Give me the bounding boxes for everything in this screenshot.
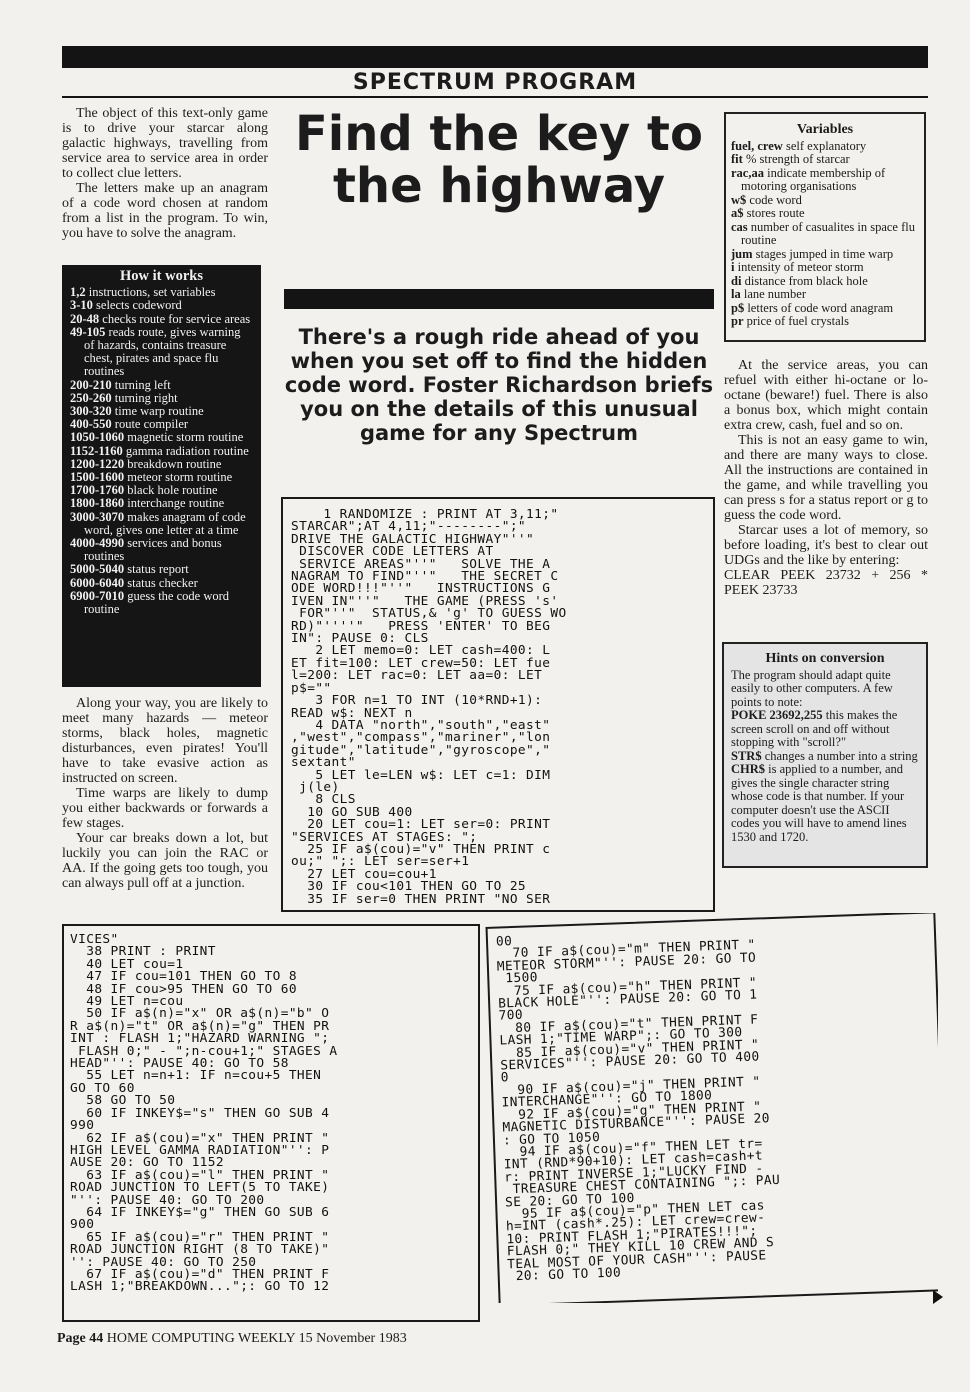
line-range: 20-48	[70, 311, 100, 326]
how-it-works-row	[70, 511, 253, 537]
line-description: gamma radiation routine	[125, 443, 249, 458]
variable-name: w$	[731, 192, 747, 207]
variable-description: letters of code word anagram	[747, 300, 894, 315]
listing-part-3-wrapper	[480, 913, 938, 1303]
line-range: 49-105	[70, 324, 106, 339]
variable-row	[731, 221, 919, 248]
headline-rule	[284, 289, 714, 309]
how-it-works-row	[70, 326, 253, 379]
line-description: status report	[127, 562, 189, 577]
hint-keyword: STR$	[731, 748, 762, 763]
line-range: 5000-5040	[70, 562, 125, 577]
variable-row	[731, 207, 919, 221]
hint-keyword: CHR$	[731, 762, 766, 776]
program-listing-part-1: 1 RANDOMIZE : PRINT AT 3,11;" STARCAR";AT 4,11;"--------";" DRIVE THE GALACTIC HIGHWAY"''" DISCOVER CODE LETTERS AT SERVICE AREAS"''" SOLVE THE A NAGRAM TO FIND"''" THE SECRET C ODE WORD!!!"''" INSTRUCTIONS G IVEN IN"''" THE GAME (PRESS 's' FOR"''" STATUS,& 'g' TO GUESS WO RD)"''''" PRESS 'ENTER' TO BEG IN": PAUSE 0: CLS 2 LET memo=0: LET cash=400: L ET fit=100: LET crew=50: LET fue l=200: LET rac=0: LET aa=0: LET p$="" 3 FOR n=1 TO INT (10*RND+1): READ w$: NEXT n 4 DATA "north","south","east" ,"west","compass","mariner","lon gitude","latitude","gyroscope"," sextant" 5 LET le=LEN w$: LET c=1: DIM j(le) 8 CLS 10 GO SUB 400 20 LET cou=1: LET ser=0: PRINT "SERVICES AT STAGES: "; 25 IF a$(cou)="v" THEN PRINT c ou;" ";: LET ser=ser+1 27 LET cou=cou+1 30 IF cou<101 THEN GO TO 25 35 IF ser=0 THEN PRINT "NO SER	[281, 497, 715, 912]
hints-list	[731, 709, 919, 844]
line-description: black hole routine	[127, 483, 218, 498]
variable-description: indicate membership of motoring organisations	[741, 165, 886, 193]
hints-intro: The program should adapt quite easily to other computers. A few points to note:	[731, 667, 893, 709]
hazards-text	[62, 696, 268, 891]
hint-item	[731, 709, 919, 750]
hints-box	[722, 642, 928, 868]
hint-keyword: POKE 23692,255	[731, 708, 823, 722]
variable-description: number of casualites in space flu routine	[741, 219, 915, 247]
variable-name: fit	[731, 152, 743, 166]
line-range: 3000-3070	[70, 509, 125, 524]
line-range: 1050-1060	[70, 430, 125, 445]
line-range: 3-10	[70, 298, 93, 313]
line-description: instructions, set variables	[88, 285, 216, 300]
variable-name: jum	[731, 246, 753, 261]
line-description: status checker	[127, 575, 198, 590]
line-description: reads route, gives warning of hazards, contains treasure chest, pirates and space flu routines	[84, 324, 241, 379]
variable-row	[731, 315, 919, 329]
variables-box	[724, 112, 926, 342]
line-range: 1700-1760	[70, 483, 125, 498]
intro-paragraph: The object of this text-only game is to drive your starcar along galactic highways, travelling from service area to service area in order to collect clue letters.	[62, 106, 268, 181]
variable-description: stores route	[746, 206, 805, 220]
variable-row	[731, 140, 919, 154]
variable-name: pr	[731, 314, 744, 328]
magazine-credit: HOME COMPUTING WEEKLY 15 November 1983	[106, 1331, 407, 1346]
line-range: 6900-7010	[70, 588, 125, 603]
variables-list	[731, 140, 919, 329]
variable-name: i	[731, 260, 735, 274]
hazards-paragraph: Time warps are likely to dump you either backwards or forwards a few stages.	[62, 786, 268, 831]
line-description: magnetic storm routine	[127, 430, 244, 445]
variable-description: % strength of starcar	[745, 152, 850, 166]
how-it-works-list	[70, 286, 253, 616]
variable-name: p$	[731, 300, 745, 315]
variable-name: a$	[731, 206, 744, 220]
how-it-works-title: How it works	[120, 268, 203, 284]
variable-description: stages jumped in time warp	[755, 246, 894, 261]
line-description: makes anagram of code word, gives one letter at a time	[84, 509, 246, 537]
hint-description: this makes the screen scroll on and off without stopping with "scroll?"	[731, 708, 898, 749]
variable-row	[731, 248, 919, 262]
variable-name: rac,aa	[731, 165, 764, 180]
variable-row	[731, 288, 919, 302]
hint-item	[731, 763, 919, 844]
hint-description: changes a number into a string	[764, 748, 918, 763]
line-range: 6000-6040	[70, 575, 125, 590]
variable-row	[731, 302, 919, 316]
how-it-works-box	[62, 265, 261, 687]
hazards-paragraph: Your car breaks down a lot, but luckily you can join the RAC or AA. If the going gets too tough, you can always pull off at a junction.	[62, 831, 268, 891]
hints-title: Hints on conversion	[765, 651, 885, 666]
service-text	[724, 358, 928, 598]
line-range: 4000-4990	[70, 536, 125, 551]
how-it-works-row	[70, 590, 253, 616]
line-range: 1500-1600	[70, 470, 125, 485]
line-description: services and bonus routines	[84, 536, 222, 564]
hazards-paragraph: Along your way, you are likely to meet many hazards — meteor storms, black holes, magnetic disturbances, even pirates! You'll have to take evasive action as instructed on screen.	[62, 696, 268, 786]
line-description: time warp routine	[114, 404, 204, 419]
variable-name: la	[731, 287, 741, 301]
variable-description: price of fuel crystals	[746, 314, 850, 328]
program-listing-part-3: 00 70 IF a$(cou)="m" THEN PRINT " METEOR STORM"'': PAUSE 20: GO TO 1500 75 IF a$(cou)="h" THEN PRINT " BLACK HOLE"'': PAUSE 20: GO TO 1 700 80 IF a$(cou)="t" THEN PRINT F LASH 1;"TIME WARP";: GO TO 300 85 IF a$(cou)="v" THEN PRINT " SERVICES"'': PAUSE 20: GO TO 400 0 90 IF a$(cou)="j" THEN PRINT " INTERCHANGE"'': GO TO 1800 92 IF a$(cou)="g" THEN PRINT " MAGNETIC DISTURBANCE"'': PAUSE 20 : GO TO 1050 94 IF a$(cou)="f" THEN LET tr= INT (RND*90+10): LET cash=cash+t r: PRINT INVERSE 1;"LUCKY FIND - TREASURE CHEST CONTAINING ";: PAU SE 20: GO TO 100 95 IF a$(cou)="p" THEN LET cas h=INT (cash*.25): LET crew=crew- 10: PRINT FLASH 1;"PIRATES!!!"; FLASH 0;" THEY KILL 10 CREW AND S TEAL MOST OF YOUR CASH"'': PAUSE 20: GO TO 100	[486, 913, 938, 1303]
variable-row	[731, 275, 919, 289]
line-description: interchange routine	[127, 496, 225, 511]
hint-description: is applied to a number, and gives the single character string whose code is that number. If your computer doesn't use the ASCII codes you will have to amend lines 1530 and 1720.	[731, 762, 907, 844]
section-rule	[62, 96, 928, 98]
line-description: meteor storm routine	[127, 470, 233, 485]
line-description: breakdown routine	[127, 456, 222, 471]
line-range: 400-550	[70, 417, 112, 432]
clear-command: CLEAR PEEK 23732 + 256 * PEEK 23733	[724, 568, 928, 598]
standfirst: There's a rough ride ahead of you when you set off to find the hidden code word. Foster Richardson briefs you on the details of this unusual game for any Spectrum	[284, 325, 714, 445]
line-range: 300-320	[70, 404, 112, 419]
line-range: 250-260	[70, 390, 112, 405]
line-description: guess the code word routine	[84, 588, 230, 617]
line-description: turning right	[114, 390, 178, 405]
variable-description: intensity of meteor storm	[737, 260, 864, 274]
variable-description: lane number	[743, 287, 806, 301]
line-description: turning left	[114, 377, 171, 392]
variable-description: code word	[749, 192, 802, 207]
line-description: checks route for service areas	[102, 311, 251, 326]
page-footer	[57, 1331, 407, 1347]
line-range: 1152-1160	[70, 443, 123, 458]
variable-name: cas	[731, 219, 748, 234]
variable-name: fuel, crew	[731, 138, 783, 153]
line-range: 1800-1860	[70, 496, 125, 511]
continue-arrow-icon	[933, 1290, 943, 1304]
service-paragraph: At the service areas, you can refuel with either hi-octane or lo-octane (beware!) fuel. There is also a bonus box, which might contain extra crew, cash, fuel and so on.	[724, 358, 928, 433]
top-rule	[62, 46, 928, 68]
line-description: route compiler	[114, 417, 189, 432]
variable-row	[731, 261, 919, 275]
service-paragraph: This is not an easy game to win, and there are many ways to close. All the instructions are contained in the game, and while travelling you can press s for a status report or g to guess the code word.	[724, 433, 928, 523]
variables-title: Variables	[796, 122, 854, 137]
intro-paragraph: The letters make up an anagram of a code word chosen at random from a list in the program. To win, you have to solve the anagram.	[62, 181, 268, 241]
how-it-works-row	[70, 537, 253, 563]
service-paragraph: Starcar uses a lot of memory, so before loading, it's best to clear out UDGs and the like by entering:	[724, 523, 928, 568]
section-title: SPECTRUM PROGRAM	[352, 70, 638, 95]
line-range: 1200-1220	[70, 456, 125, 471]
line-range: 200-210	[70, 377, 112, 392]
hint-item	[731, 750, 919, 764]
line-description: selects codeword	[96, 298, 182, 313]
variable-row	[731, 167, 919, 194]
variable-description: distance from black hole	[744, 273, 868, 288]
headline: Find the key to the highway	[295, 106, 703, 214]
variable-row	[731, 153, 919, 167]
variable-name: di	[731, 273, 742, 288]
variable-row	[731, 194, 919, 208]
line-range: 1,2	[70, 285, 86, 300]
intro-text	[62, 106, 268, 241]
page-number: Page 44	[57, 1331, 104, 1346]
program-listing-part-2: VICES" 38 PRINT : PRINT 40 LET cou=1 47 IF cou=101 THEN GO TO 8 48 IF cou>95 THEN GO TO 60 49 LET n=cou 50 IF a$(n)="x" OR a$(n)="b" O R a$(n)="t" OR a$(n)="g" THEN PR INT : FLASH 1;"HAZARD WARNING "; FLASH 0;" - ";n-cou+1;" STAGES A HEAD"'': PAUSE 40: GO TO 58 55 LET n=n+1: IF n=cou+5 THEN GO TO 60 58 GO TO 50 60 IF INKEY$="s" THEN GO SUB 4 990 62 IF a$(cou)="x" THEN PRINT " HIGH LEVEL GAMMA RADIATION"'': P AUSE 20: GO TO 1152 63 IF a$(cou)="l" THEN PRINT " ROAD JUNCTION TO LEFT(5 TO TAKE) "'': PAUSE 40: GO TO 200 64 IF INKEY$="g" THEN GO SUB 6 900 65 IF a$(cou)="r" THEN PRINT " ROAD JUNCTION RIGHT (8 TO TAKE)" '': PAUSE 40: GO TO 250 67 IF a$(cou)="d" THEN PRINT F LASH 1;"BREAKDOWN...";: GO TO 12	[62, 924, 480, 1322]
variable-description: self explanatory	[785, 138, 867, 153]
